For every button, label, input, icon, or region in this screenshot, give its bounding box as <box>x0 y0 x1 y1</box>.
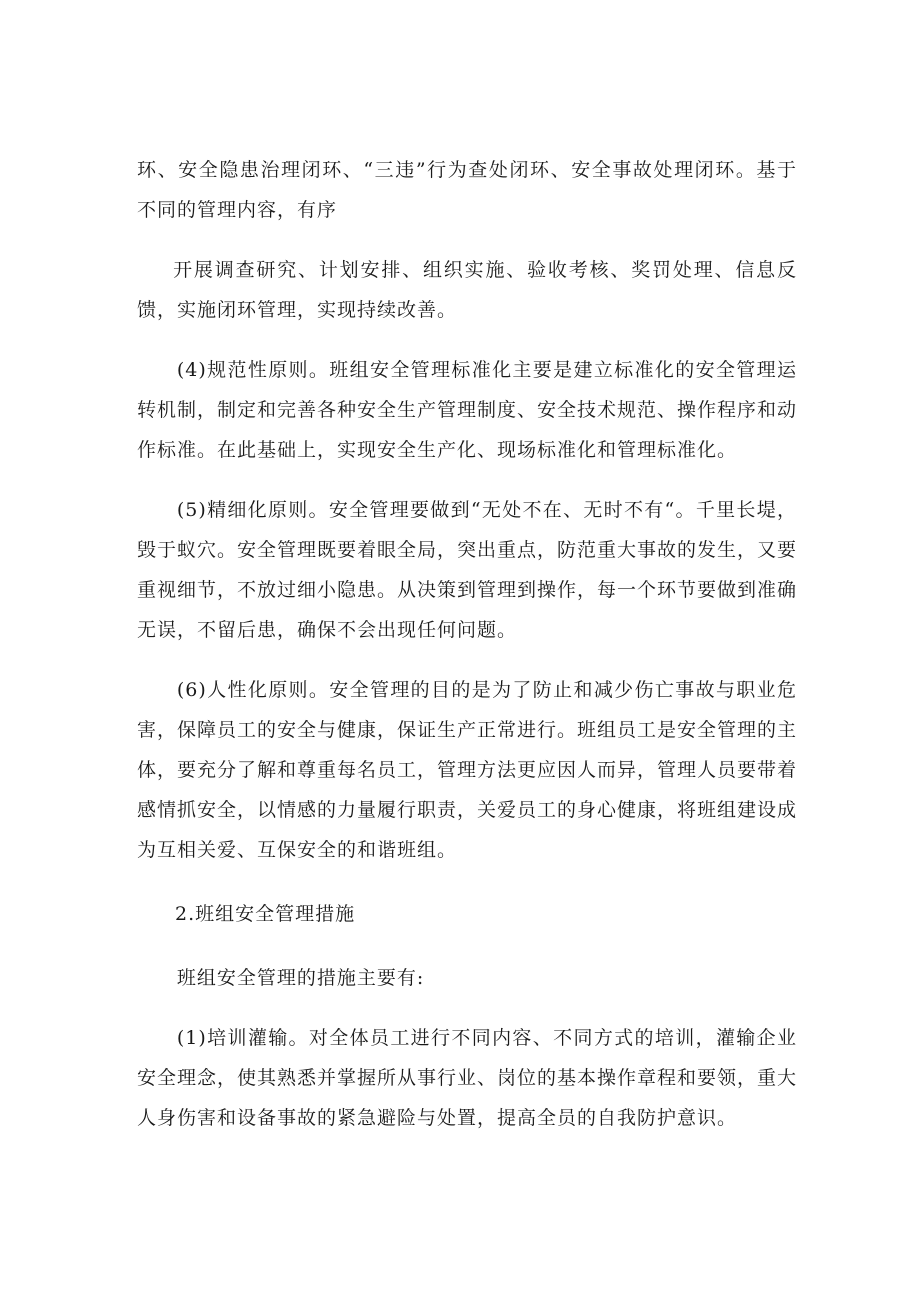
paragraph-humanization-principle: (6)人性化原则。安全管理的目的是为了防止和减少伤亡事故与职业危害，保障员工的安全与健康，保证生产正常进行。班组员工是安全管理的主体，要充分了解和尊重每名员工，管理方法更应因人而异，管理人员要带着感情抓安全，以情感的力量履行职责，关爱员工的身心健康，将班组建设成为互相关爱、互保安全的和谐班组。 <box>137 679 798 861</box>
document-body <box>137 150 797 1138</box>
paragraph-standardization-principle: (4)规范性原则。班组安全管理标准化主要是建立标准化的安全管理运转机制，制定和完善各种安全生产管理制度、安全技术规范、操作程序和动作标准。在此基础上，实现安全生产化、现场标准化和管理标准化。 <box>137 359 798 461</box>
paragraph-closed-loop-continuation: 环、安全隐患治理闭环、“三违”行为查处闭环、安全事故处理闭环。基于不同的管理内容，有序 <box>137 159 797 221</box>
paragraph-closed-loop-management: 开展调查研究、计划安排、组织实施、验收考核、奖罚处理、信息反馈，实施闭环管理，实现持续改善。 <box>137 259 797 321</box>
section-heading-safety-measures: 2.班组安全管理措施 <box>175 903 356 925</box>
paragraph-training-measure: (1)培训灌输。对全体员工进行不同内容、不同方式的培训，灌输企业安全理念，使其熟悉并掌握所从事行业、岗位的基本操作章程和要领，重大人身伤害和设备事故的紧急避险与处置，提高全员的自我防护意识。 <box>137 1027 798 1129</box>
paragraph-measures-intro: 班组安全管理的措施主要有: <box>176 967 425 989</box>
paragraph-refinement-principle: (5)精细化原则。安全管理要做到“无处不在、无时不有“。千里长堤，毁于蚁穴。安全管理既要着眼全局，突出重点，防范重大事故的发生，又要重视细节，不放过细小隐患。从决策到管理到操作，每一个环节要做到准确无误，不留后患，确保不会出现任何问题。 <box>137 499 798 641</box>
